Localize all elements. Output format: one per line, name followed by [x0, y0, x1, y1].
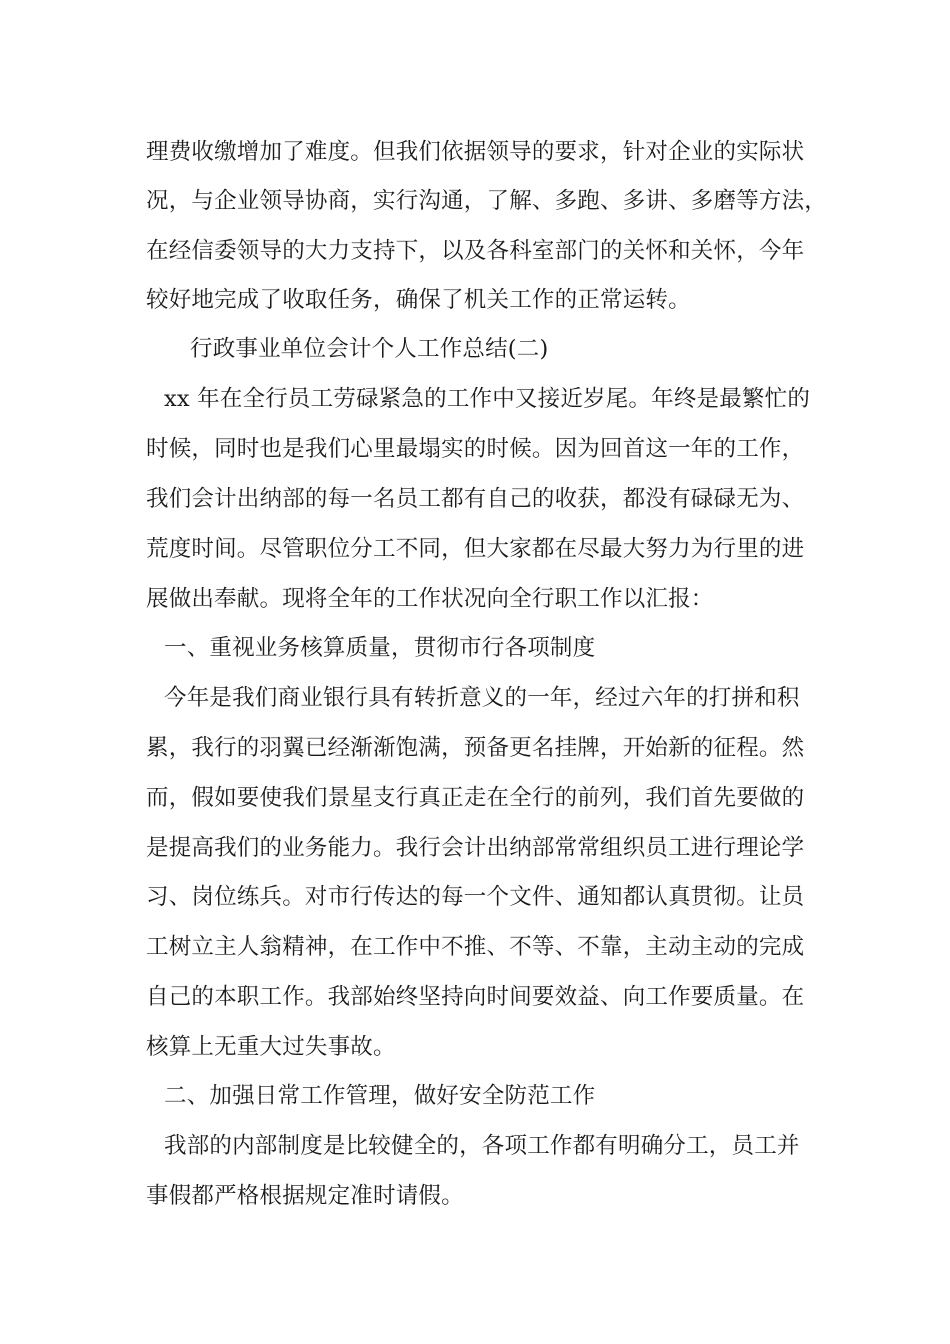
text-line: 较好地完成了收取任务，确保了机关工作的正常运转。 — [146, 287, 691, 313]
paragraph-start-line: 今年是我们商业银行具有转折意义的一年，经过六年的打拼和积 — [164, 685, 800, 711]
text-line: 自己的本职工作。我部始终坚持向时间要效益、向工作要质量。在 — [146, 984, 805, 1010]
subheading-two: 二、加强日常工作管理，做好安全防范工作 — [164, 1083, 596, 1109]
text-line: 时候，同时也是我们心里最塌实的时候。因为回首这一年的工作， — [146, 436, 805, 462]
text-line: 核算上无重大过失事故。 — [146, 1034, 396, 1060]
text-line: 况，与企业领导协商，实行沟通，了解、多跑、多讲、多磨等方法， — [146, 188, 828, 214]
paragraph-start-line: xx 年在全行员工劳碌紧急的工作中又接近岁尾。年终是最繁忙的 — [164, 386, 811, 412]
text-line: 荒度时间。尽管职位分工不同，但大家都在尽最大努力为行里的进 — [146, 536, 805, 562]
paragraph-start-line: 我部的内部制度是比较健全的，各项工作都有明确分工，员工并 — [164, 1133, 800, 1159]
text-line: 我们会计出纳部的每一名员工都有自己的收获，都没有碌碌无为、 — [146, 486, 805, 512]
section-heading: 行政事业单位会计个人工作总结(二) — [190, 336, 549, 362]
text-line: 理费收缴增加了难度。但我们依据领导的要求，针对企业的实际状 — [146, 139, 805, 165]
text-line: 事假都严格根据规定准时请假。 — [146, 1183, 464, 1209]
text-line: 是提高我们的业务能力。我行会计出纳部常常组织员工进行理论学 — [146, 835, 805, 861]
text-line: 展做出奉献。现将全年的工作状况向全行职工作以汇报： — [146, 586, 714, 612]
text-line: 而，假如要使我们景星支行真正走在全行的前列，我们首先要做的 — [146, 785, 805, 811]
text-line: 在经信委领导的大力支持下，以及各科室部门的关怀和关怀，今年 — [146, 238, 805, 264]
text-line: 习、岗位练兵。对市行传达的每一个文件、通知都认真贯彻。让员 — [146, 884, 805, 910]
subheading-one: 一、重视业务核算质量，贯彻市行各项制度 — [164, 635, 596, 661]
text-line: 累，我行的羽翼已经渐渐饱满，预备更名挂牌，开始新的征程。然 — [146, 735, 805, 761]
text-line: 工树立主人翁精神，在工作中不推、不等、不靠，主动主动的完成 — [146, 934, 805, 960]
